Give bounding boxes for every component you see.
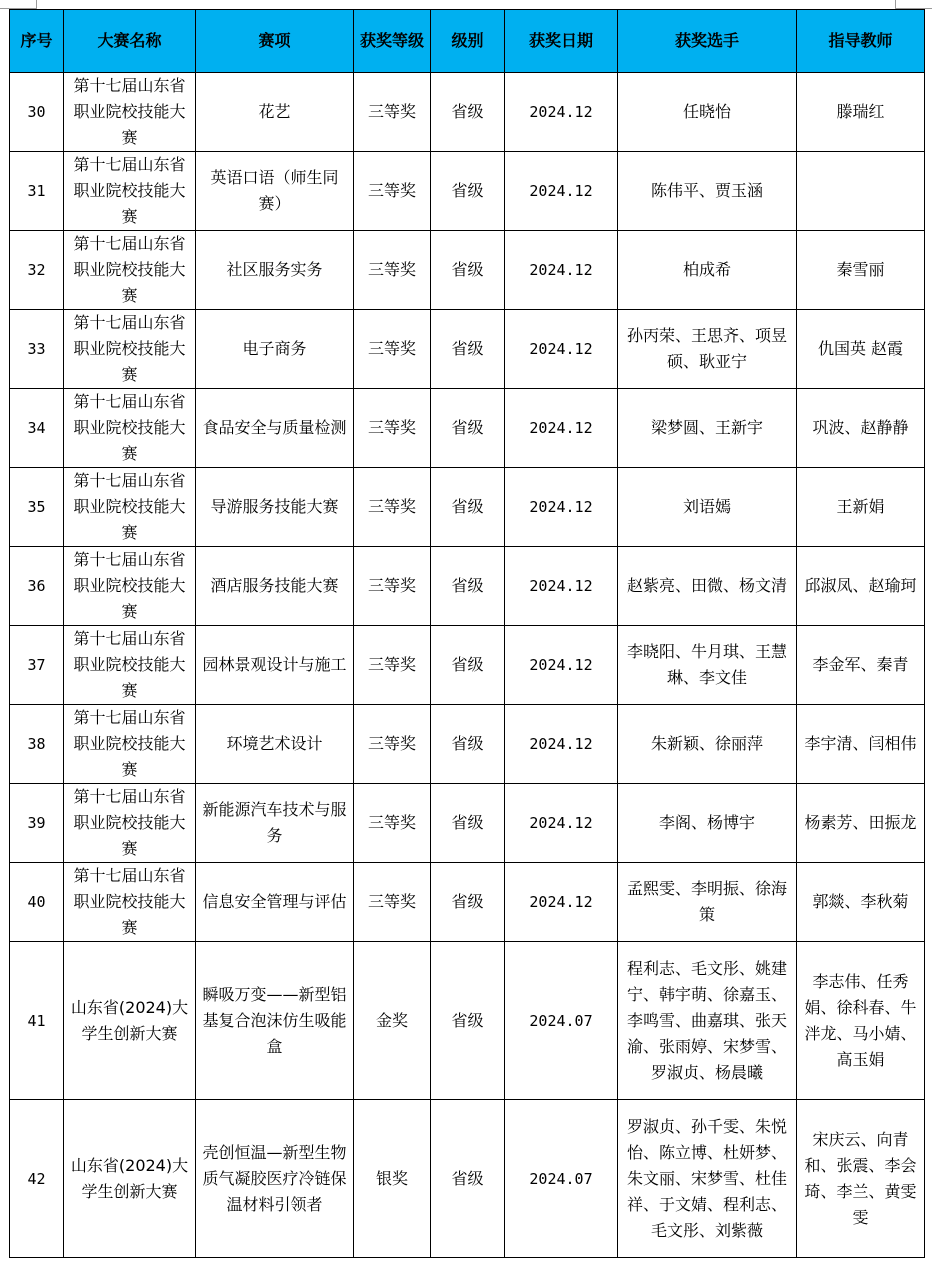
cell-students <box>618 73 797 152</box>
cell-level <box>431 1100 505 1258</box>
cell-event <box>196 231 354 310</box>
table-row <box>10 73 925 152</box>
cell-contest-text: 第十七届山东省职业院校技能大赛 <box>73 313 186 384</box>
cell-date-text: 2024.12 <box>529 419 593 437</box>
table-header-row <box>10 10 925 73</box>
cell-students-text: 程利志、毛文彤、姚建宁、韩宇萌、徐嘉玉、李鸣雪、曲嘉琪、张天渝、张雨婷、宋梦雪、罗淑贞、杨晨曦 <box>626 958 787 1082</box>
cell-contest-text: 第十七届山东省职业院校技能大赛 <box>73 787 186 858</box>
cell-event-text: 瞬吸万变——新型铝基复合泡沫仿生吸能盒 <box>202 984 347 1056</box>
cell-date-text: 2024.07 <box>529 1011 593 1030</box>
cell-prize <box>354 389 431 468</box>
table-row <box>10 310 925 389</box>
cell-students <box>618 863 797 942</box>
cell-date <box>505 389 618 468</box>
cell-teachers <box>797 73 925 152</box>
cell-date-text: 2024.12 <box>529 182 593 200</box>
cell-date-text: 2024.12 <box>529 577 593 595</box>
cell-prize <box>354 1100 431 1258</box>
cell-level <box>431 705 505 784</box>
table-row <box>10 626 925 705</box>
cell-prize <box>354 152 431 231</box>
cell-teachers-text: 李宇清、闫相伟 <box>804 734 917 753</box>
cell-contest <box>64 73 196 152</box>
cell-serial <box>10 1100 64 1258</box>
cell-level-text: 省级 <box>451 102 484 121</box>
cell-event <box>196 310 354 389</box>
cell-serial <box>10 389 64 468</box>
table-row <box>10 863 925 942</box>
cell-level <box>431 468 505 547</box>
cell-prize-text: 三等奖 <box>367 655 416 674</box>
cell-serial-text: 37 <box>27 656 46 674</box>
cell-event-text: 英语口语（师生同赛） <box>210 168 339 213</box>
cell-date <box>505 863 618 942</box>
cell-students-text: 任晓怡 <box>682 102 731 121</box>
cell-students-text: 李阁、杨博宇 <box>658 813 755 832</box>
cell-contest-text: 第十七届山东省职业院校技能大赛 <box>73 234 186 305</box>
header-teachers: 指导教师 <box>797 10 925 73</box>
table-row <box>10 784 925 863</box>
cell-prize-text: 银奖 <box>375 1168 408 1188</box>
cell-level-text: 省级 <box>451 734 484 753</box>
cell-students-text: 陈伟平、贾玉涵 <box>650 181 763 200</box>
cell-serial-text: 35 <box>27 498 46 516</box>
cell-event <box>196 942 354 1100</box>
cell-teachers <box>797 468 925 547</box>
cell-serial-text: 31 <box>27 182 46 200</box>
cell-date <box>505 73 618 152</box>
cell-contest <box>64 547 196 626</box>
table-row <box>10 231 925 310</box>
awards-table <box>9 9 925 1258</box>
cell-serial <box>10 231 64 310</box>
cell-level <box>431 626 505 705</box>
crop-mark-top-left <box>0 0 37 9</box>
cell-students <box>618 547 797 626</box>
cell-event <box>196 73 354 152</box>
cell-contest <box>64 784 196 863</box>
cell-teachers <box>797 1100 925 1258</box>
cell-students <box>618 626 797 705</box>
cell-teachers-text: 巩波、赵静静 <box>812 418 909 437</box>
cell-contest-text: 第十七届山东省职业院校技能大赛 <box>73 392 186 463</box>
cell-date <box>505 784 618 863</box>
cell-event <box>196 1100 354 1258</box>
cell-contest <box>64 626 196 705</box>
cell-level-text: 省级 <box>451 1168 484 1188</box>
crop-mark-top-right <box>895 0 932 9</box>
cell-level-text: 省级 <box>451 339 484 358</box>
cell-teachers-text: 李志伟、任秀娟、徐科春、牛泮龙、马小婧、高玉娟 <box>804 971 917 1069</box>
cell-teachers <box>797 863 925 942</box>
cell-teachers <box>797 231 925 310</box>
cell-level-text: 省级 <box>451 576 484 595</box>
cell-event-text: 信息安全管理与评估 <box>202 892 347 911</box>
cell-date <box>505 231 618 310</box>
cell-event-text: 电子商务 <box>242 339 307 358</box>
cell-serial <box>10 942 64 1100</box>
cell-students-text: 赵紫亮、田微、杨文清 <box>626 576 787 595</box>
cell-level <box>431 310 505 389</box>
table-row <box>10 547 925 626</box>
cell-serial-text: 40 <box>27 893 46 911</box>
cell-serial <box>10 73 64 152</box>
cell-students <box>618 310 797 389</box>
cell-level <box>431 231 505 310</box>
cell-date <box>505 705 618 784</box>
cell-level-text: 省级 <box>451 181 484 200</box>
cell-teachers-text: 秦雪丽 <box>836 260 885 279</box>
cell-contest <box>64 468 196 547</box>
cell-event-text: 新能源汽车技术与服务 <box>202 800 347 845</box>
cell-prize-text: 三等奖 <box>367 576 416 595</box>
cell-contest <box>64 942 196 1100</box>
cell-teachers-text: 王新娟 <box>836 497 885 516</box>
cell-prize <box>354 942 431 1100</box>
cell-event-text: 导游服务技能大赛 <box>210 497 339 516</box>
cell-date-text: 2024.07 <box>529 1169 593 1188</box>
cell-prize <box>354 468 431 547</box>
cell-contest-text: 第十七届山东省职业院校技能大赛 <box>73 866 186 937</box>
cell-date-text: 2024.12 <box>529 261 593 279</box>
cell-students-text: 朱新颖、徐丽萍 <box>650 734 763 753</box>
cell-date-text: 2024.12 <box>529 735 593 753</box>
cell-students <box>618 1100 797 1258</box>
table-row <box>10 942 925 1100</box>
cell-prize-text: 三等奖 <box>367 418 416 437</box>
cell-prize <box>354 626 431 705</box>
cell-event <box>196 389 354 468</box>
cell-contest <box>64 231 196 310</box>
cell-level-text: 省级 <box>451 497 484 516</box>
cell-event <box>196 547 354 626</box>
cell-teachers <box>797 310 925 389</box>
cell-prize <box>354 231 431 310</box>
cell-serial-text: 38 <box>27 735 46 753</box>
cell-contest-text: 山东省(2024)大学生创新大赛 <box>70 997 189 1043</box>
cell-students <box>618 942 797 1100</box>
cell-teachers <box>797 942 925 1100</box>
cell-serial <box>10 863 64 942</box>
cell-event-text: 壳创恒温—新型生物质气凝胶医疗冷链保温材料引领者 <box>202 1142 347 1214</box>
cell-prize-text: 三等奖 <box>367 892 416 911</box>
cell-contest-text: 第十七届山东省职业院校技能大赛 <box>73 76 186 147</box>
cell-event-text: 酒店服务技能大赛 <box>210 576 339 595</box>
cell-students <box>618 784 797 863</box>
cell-event-text: 食品安全与质量检测 <box>202 418 347 437</box>
table-row <box>10 389 925 468</box>
cell-contest-text: 山东省(2024)大学生创新大赛 <box>70 1155 189 1201</box>
cell-date-text: 2024.12 <box>529 498 593 516</box>
cell-students <box>618 705 797 784</box>
cell-teachers-text: 邱淑凤、赵瑜珂 <box>804 576 917 595</box>
cell-serial-text: 41 <box>27 1011 46 1030</box>
cell-level <box>431 73 505 152</box>
cell-date <box>505 626 618 705</box>
table-row <box>10 468 925 547</box>
cell-event <box>196 863 354 942</box>
cell-students-text: 刘语嫣 <box>682 497 731 516</box>
cell-date <box>505 468 618 547</box>
cell-prize <box>354 310 431 389</box>
cell-prize-text: 三等奖 <box>367 813 416 832</box>
cell-teachers-text: 郭燚、李秋菊 <box>812 892 909 911</box>
cell-contest <box>64 705 196 784</box>
cell-date <box>505 152 618 231</box>
cell-date <box>505 547 618 626</box>
cell-contest <box>64 389 196 468</box>
cell-serial-text: 33 <box>27 340 46 358</box>
cell-contest-text: 第十七届山东省职业院校技能大赛 <box>73 550 186 621</box>
cell-event <box>196 626 354 705</box>
cell-level-text: 省级 <box>451 418 484 437</box>
table-row <box>10 1100 925 1258</box>
cell-contest-text: 第十七届山东省职业院校技能大赛 <box>73 155 186 226</box>
cell-serial <box>10 705 64 784</box>
cell-students <box>618 389 797 468</box>
cell-prize <box>354 784 431 863</box>
cell-teachers-text: 李金军、秦青 <box>812 655 909 674</box>
cell-teachers <box>797 626 925 705</box>
cell-serial <box>10 784 64 863</box>
cell-teachers-text: 杨素芳、田振龙 <box>804 813 917 832</box>
cell-serial-text: 32 <box>27 261 46 279</box>
cell-level <box>431 942 505 1100</box>
cell-teachers-text: 滕瑞红 <box>836 102 885 121</box>
header-students: 获奖选手 <box>618 10 797 73</box>
cell-level-text: 省级 <box>451 1010 484 1030</box>
cell-teachers <box>797 547 925 626</box>
cell-date-text: 2024.12 <box>529 656 593 674</box>
cell-teachers <box>797 389 925 468</box>
cell-event <box>196 152 354 231</box>
cell-teachers <box>797 705 925 784</box>
cell-teachers-text: 宋庆云、向青和、张震、李会琦、李兰、黄雯雯 <box>804 1129 917 1227</box>
cell-level <box>431 547 505 626</box>
header-contest: 大赛名称 <box>64 10 196 73</box>
cell-event-text: 社区服务实务 <box>226 260 323 279</box>
cell-prize-text: 三等奖 <box>367 181 416 200</box>
cell-level-text: 省级 <box>451 260 484 279</box>
cell-students-text: 孟熙雯、李明振、徐海策 <box>626 879 787 924</box>
cell-date-text: 2024.12 <box>529 103 593 121</box>
cell-prize <box>354 863 431 942</box>
cell-level-text: 省级 <box>451 813 484 832</box>
cell-students <box>618 231 797 310</box>
header-event: 赛项 <box>196 10 354 73</box>
cell-level <box>431 863 505 942</box>
cell-serial-text: 36 <box>27 577 46 595</box>
cell-date-text: 2024.12 <box>529 340 593 358</box>
cell-prize-text: 三等奖 <box>367 734 416 753</box>
cell-prize-text: 三等奖 <box>367 102 416 121</box>
cell-level <box>431 389 505 468</box>
cell-level <box>431 152 505 231</box>
cell-prize-text: 金奖 <box>375 1010 408 1030</box>
cell-serial-text: 42 <box>27 1169 46 1188</box>
cell-teachers <box>797 784 925 863</box>
cell-prize <box>354 73 431 152</box>
cell-students-text: 柏成希 <box>682 260 731 279</box>
cell-prize <box>354 705 431 784</box>
cell-date <box>505 310 618 389</box>
cell-serial-text: 39 <box>27 814 46 832</box>
cell-prize-text: 三等奖 <box>367 497 416 516</box>
cell-prize <box>354 547 431 626</box>
cell-date-text: 2024.12 <box>529 893 593 911</box>
cell-prize-text: 三等奖 <box>367 339 416 358</box>
cell-date <box>505 1100 618 1258</box>
cell-students-text: 李晓阳、牛月琪、王慧琳、李文佳 <box>626 642 787 687</box>
table-row <box>10 705 925 784</box>
cell-contest-text: 第十七届山东省职业院校技能大赛 <box>73 471 186 542</box>
cell-contest <box>64 152 196 231</box>
cell-prize-text: 三等奖 <box>367 260 416 279</box>
cell-contest-text: 第十七届山东省职业院校技能大赛 <box>73 629 186 700</box>
cell-date <box>505 942 618 1100</box>
cell-contest-text: 第十七届山东省职业院校技能大赛 <box>73 708 186 779</box>
cell-students-text: 梁梦圆、王新宇 <box>650 418 763 437</box>
cell-serial-text: 34 <box>27 419 46 437</box>
cell-contest <box>64 310 196 389</box>
cell-serial <box>10 547 64 626</box>
cell-contest <box>64 1100 196 1258</box>
cell-event-text: 环境艺术设计 <box>226 734 323 753</box>
header-prize: 获奖等级 <box>354 10 431 73</box>
cell-event-text: 花艺 <box>258 102 291 121</box>
cell-date-text: 2024.12 <box>529 814 593 832</box>
cell-students <box>618 152 797 231</box>
cell-students-text: 罗淑贞、孙千雯、朱悦怡、陈立博、杜妍梦、朱文丽、宋梦雪、杜佳祥、于文婧、程利志、毛文彤、刘紫薇 <box>626 1116 787 1240</box>
cell-event <box>196 784 354 863</box>
cell-serial-text: 30 <box>27 103 46 121</box>
cell-level <box>431 784 505 863</box>
cell-event-text: 园林景观设计与施工 <box>202 655 347 674</box>
cell-serial <box>10 468 64 547</box>
header-level: 级别 <box>431 10 505 73</box>
cell-serial <box>10 310 64 389</box>
cell-level-text: 省级 <box>451 655 484 674</box>
cell-event <box>196 468 354 547</box>
cell-teachers-text: 仇国英 赵霞 <box>817 339 904 358</box>
table-row <box>10 152 925 231</box>
cell-level-text: 省级 <box>451 892 484 911</box>
header-serial: 序号 <box>10 10 64 73</box>
cell-serial <box>10 626 64 705</box>
cell-teachers <box>797 152 925 231</box>
cell-students <box>618 468 797 547</box>
header-date: 获奖日期 <box>505 10 618 73</box>
cell-serial <box>10 152 64 231</box>
cell-contest <box>64 863 196 942</box>
cell-students-text: 孙丙荣、王思齐、项昱硕、耿亚宁 <box>626 326 787 371</box>
cell-event <box>196 705 354 784</box>
